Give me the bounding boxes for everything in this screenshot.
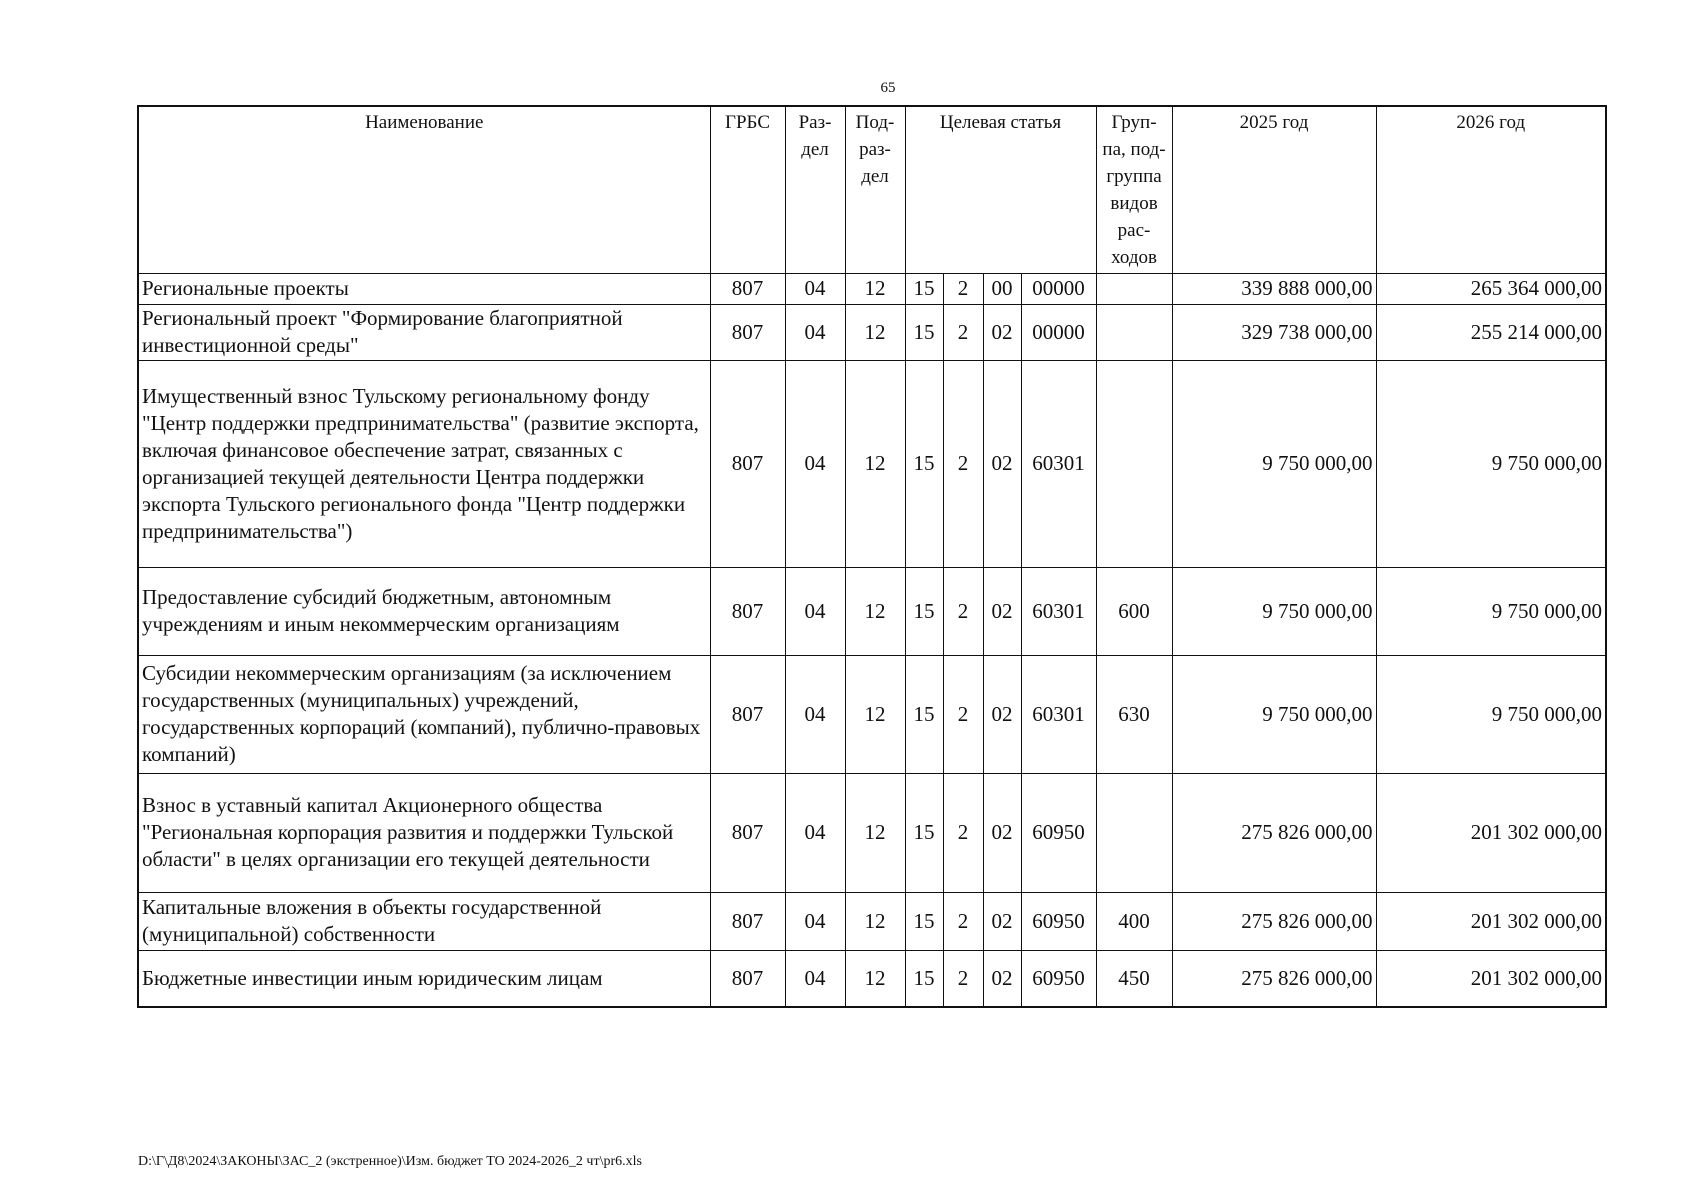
budget-table	[137, 105, 1607, 1008]
row-razdel: 04	[785, 950, 845, 1007]
table-row	[138, 892, 1606, 950]
row-podrazdel: 12	[845, 360, 905, 567]
row-target-subprogram: 00	[983, 273, 1021, 304]
row-name: Региональный проект "Формирование благоприятной инвестиционной среды"	[138, 304, 710, 360]
table-row	[138, 655, 1606, 773]
row-podrazdel: 12	[845, 304, 905, 360]
row-expense-group: 630	[1096, 655, 1172, 773]
header-podrazdel: Под- раз- дел	[845, 106, 905, 273]
row-name: Взнос в уставный капитал Акционерного общества "Региональная корпорация развития и поддержки Тульской области" в целях организации его текущей деятельности	[138, 773, 710, 892]
row-podrazdel: 12	[845, 273, 905, 304]
row-amount-2025: 275 826 000,00	[1172, 773, 1376, 892]
row-target-subprogram: 02	[983, 892, 1021, 950]
row-target-direction: 60301	[1021, 360, 1096, 567]
row-name: Субсидии некоммерческим организациям (за исключением государственных (муниципальных) учреждений, государственных корпораций (компаний), публично-правовых компаний)	[138, 655, 710, 773]
header-2026: 2026 год	[1376, 106, 1606, 273]
row-amount-2025: 9 750 000,00	[1172, 567, 1376, 655]
row-expense-group	[1096, 273, 1172, 304]
row-target-type: 2	[943, 304, 983, 360]
row-target-direction: 60301	[1021, 567, 1096, 655]
row-target-direction: 60950	[1021, 892, 1096, 950]
row-podrazdel: 12	[845, 892, 905, 950]
row-target-program: 15	[905, 567, 943, 655]
row-amount-2026: 9 750 000,00	[1376, 655, 1606, 773]
row-grbs: 807	[710, 773, 785, 892]
row-amount-2025: 275 826 000,00	[1172, 950, 1376, 1007]
row-podrazdel: 12	[845, 567, 905, 655]
row-grbs: 807	[710, 360, 785, 567]
row-name: Имущественный взнос Тульскому региональному фонду "Центр поддержки предпринимательства" (развитие экспорта, включая финансовое обеспечение затрат, связанных с организацией текущей деятельности Центра поддержки экспорта Тульского регионального фонда "Центр поддержки предпринимательства")	[138, 360, 710, 567]
row-razdel: 04	[785, 655, 845, 773]
header-name: Наименование	[138, 106, 710, 273]
row-amount-2026: 9 750 000,00	[1376, 567, 1606, 655]
row-amount-2025: 329 738 000,00	[1172, 304, 1376, 360]
header-target: Целевая статья	[905, 106, 1096, 273]
row-amount-2025: 9 750 000,00	[1172, 655, 1376, 773]
row-target-subprogram: 02	[983, 304, 1021, 360]
row-razdel: 04	[785, 773, 845, 892]
row-target-type: 2	[943, 273, 983, 304]
header-grbs: ГРБС	[710, 106, 785, 273]
row-name: Предоставление субсидий бюджетным, автономным учреждениям и иным некоммерческим организациям	[138, 567, 710, 655]
row-podrazdel: 12	[845, 950, 905, 1007]
table-row	[138, 273, 1606, 304]
row-target-subprogram: 02	[983, 655, 1021, 773]
row-amount-2026: 201 302 000,00	[1376, 773, 1606, 892]
row-razdel: 04	[785, 304, 845, 360]
row-target-program: 15	[905, 950, 943, 1007]
row-razdel: 04	[785, 892, 845, 950]
row-name: Региональные проекты	[138, 273, 710, 304]
row-target-program: 15	[905, 892, 943, 950]
header-razdel: Раз- дел	[785, 106, 845, 273]
row-name: Капитальные вложения в объекты государственной (муниципальной) собственности	[138, 892, 710, 950]
table-row	[138, 950, 1606, 1007]
row-expense-group: 450	[1096, 950, 1172, 1007]
row-podrazdel: 12	[845, 773, 905, 892]
table-row	[138, 360, 1606, 567]
table-row	[138, 773, 1606, 892]
row-amount-2026: 201 302 000,00	[1376, 892, 1606, 950]
row-target-type: 2	[943, 655, 983, 773]
header-row	[138, 106, 1606, 273]
row-expense-group	[1096, 304, 1172, 360]
row-grbs: 807	[710, 304, 785, 360]
row-amount-2025: 339 888 000,00	[1172, 273, 1376, 304]
row-amount-2026: 265 364 000,00	[1376, 273, 1606, 304]
row-grbs: 807	[710, 950, 785, 1007]
row-amount-2025: 9 750 000,00	[1172, 360, 1376, 567]
row-target-type: 2	[943, 567, 983, 655]
row-grbs: 807	[710, 567, 785, 655]
row-expense-group	[1096, 773, 1172, 892]
row-target-direction: 60950	[1021, 773, 1096, 892]
row-amount-2026: 201 302 000,00	[1376, 950, 1606, 1007]
header-2025: 2025 год	[1172, 106, 1376, 273]
row-amount-2026: 9 750 000,00	[1376, 360, 1606, 567]
row-target-program: 15	[905, 655, 943, 773]
row-target-direction: 60301	[1021, 655, 1096, 773]
row-target-type: 2	[943, 892, 983, 950]
row-target-subprogram: 02	[983, 567, 1021, 655]
row-target-program: 15	[905, 360, 943, 567]
page-number: 65	[880, 80, 896, 96]
row-grbs: 807	[710, 892, 785, 950]
row-target-direction: 00000	[1021, 273, 1096, 304]
row-razdel: 04	[785, 360, 845, 567]
row-target-type: 2	[943, 360, 983, 567]
row-name: Бюджетные инвестиции иным юридическим лицам	[138, 950, 710, 1007]
row-target-program: 15	[905, 273, 943, 304]
row-podrazdel: 12	[845, 655, 905, 773]
row-grbs: 807	[710, 273, 785, 304]
row-target-subprogram: 02	[983, 360, 1021, 567]
row-expense-group: 400	[1096, 892, 1172, 950]
row-target-direction: 60950	[1021, 950, 1096, 1007]
row-razdel: 04	[785, 567, 845, 655]
row-target-subprogram: 02	[983, 773, 1021, 892]
row-target-subprogram: 02	[983, 950, 1021, 1007]
row-razdel: 04	[785, 273, 845, 304]
row-expense-group: 600	[1096, 567, 1172, 655]
table-row	[138, 567, 1606, 655]
row-target-type: 2	[943, 950, 983, 1007]
row-grbs: 807	[710, 655, 785, 773]
row-target-type: 2	[943, 773, 983, 892]
row-amount-2025: 275 826 000,00	[1172, 892, 1376, 950]
row-amount-2026: 255 214 000,00	[1376, 304, 1606, 360]
row-target-direction: 00000	[1021, 304, 1096, 360]
header-group: Груп- па, под- группа видов рас- ходов	[1096, 106, 1172, 273]
table-row	[138, 304, 1606, 360]
row-expense-group	[1096, 360, 1172, 567]
row-target-program: 15	[905, 773, 943, 892]
row-target-program: 15	[905, 304, 943, 360]
file-path-footer: D:\Г\Д8\2024\ЗАКОНЫ\ЗАС_2 (экстренное)\Изм. бюджет ТО 2024-2026_2 чт\pr6.xls	[138, 1154, 642, 1169]
